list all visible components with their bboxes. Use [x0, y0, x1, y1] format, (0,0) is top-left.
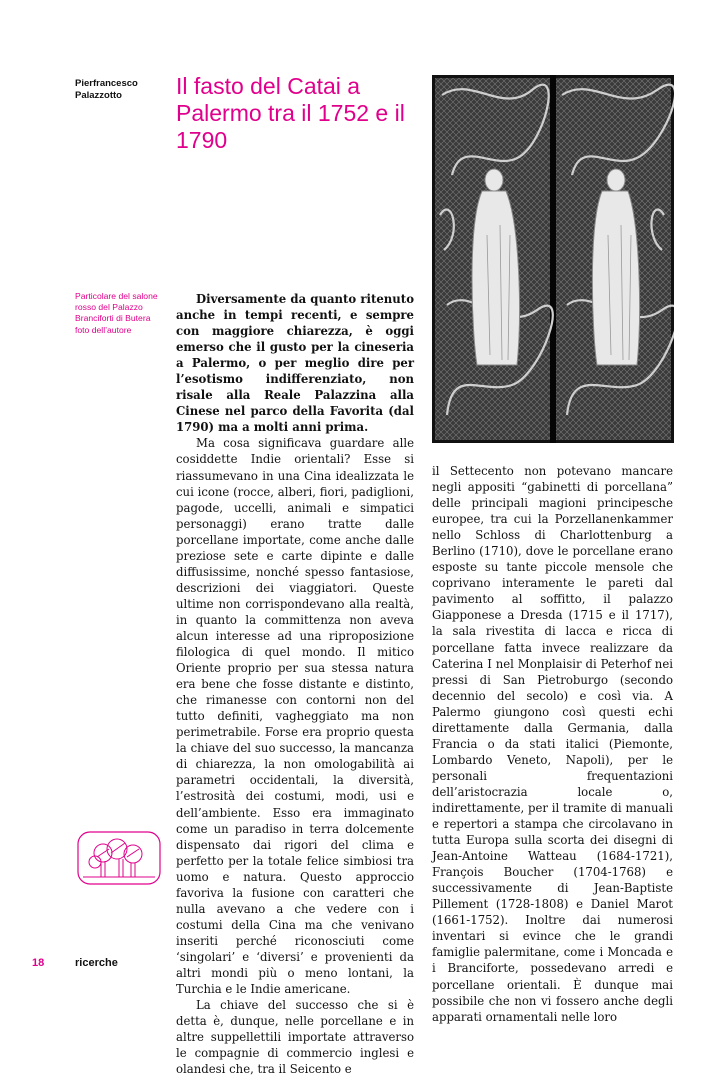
body-paragraph: Ma cosa significava guardare alle cosiddette Indie orientali? Esse si riassumevano in una Cina idealizzata le cui icone (rocce, alberi, fiori, padiglioni, pagode, uccelli, animali e simpatici personaggi) erano tratte dalle porcellane importate, come anche dalle preziose sete e carte dipinte e dalle diffusissime, nonché spesso fantasiose, descrizioni dei viaggiatori. Queste ultime non corrispondevano alla realtà, in quanto la committenza non aveva alcun interesse ad una riproposizione filologica di quel mondo. Il mitico Oriente proprio per sua stessa natura era bene che fosse distante e distinto, che rimanesse con contorni non del tutto definiti, vagheggiato ma non perimetrabile. Forse era proprio questa la chiave del suo successo, la mancanza di chiarezza, la non omologabilità ai parametri occidentali, la diversità, l’estrosità dei costumi, modi, usi e dell’ambiente. Esso era immaginato come un paradiso in terra dolcemente dispensato dai rigori del clima e perfetto per la totale felice simbiosi tra uomo e natura. Questo approccio favoriva la fusione con caratteri che nulla avevano a che vedere con i costumi della Cina ma che venivano inseriti perché riconosciuti come ‘singolari’ e ‘diversi’ e provenienti da altri mondi più o meno lontani, la Turchia e le Indie americane. — [176, 436, 414, 997]
lead-paragraph: Diversamente da quanto ritenuto anche in tempi recenti, e sempre con maggiore chiarezza, è oggi emerso che il gusto per la cineseria a Palermo, o per meglio dire per l’esotismo indifferenziato, non risale alla Reale Palazzina alla Cinese nel parco della Favorita (dal 1790) ma a molti anni prima. — [176, 292, 414, 435]
text-column-left — [176, 291, 414, 1077]
photo-caption: Particolare del salone rosso del Palazzo Branciforti di Butera foto dell’autore — [75, 291, 158, 335]
lacquer-panel-photo — [432, 75, 674, 443]
article-title: Il fasto del Catai a Palermo tra il 1752 e il 1790 — [176, 73, 405, 153]
section-name: ricerche — [75, 957, 118, 969]
body-paragraph: La chiave del successo che si è detta è, dunque, nelle porcellane e in altre suppellettili importate attraverso le compagnie di commercio inglesi e olandesi che, tra il Seicento e — [176, 998, 414, 1077]
trees-doodle-icon — [75, 829, 163, 887]
body-paragraph: il Settecento non potevano mancare negli appositi “gabinetti di porcellana” delle principali magioni principesche europee, tra cui la Porzellanenkammer nello Schloss di Charlottenburg a Berlino (1710), dove le porcellane erano esposte su tante piccole mensole che coprivano interamente le pareti dal pavimento al soffitto, il palazzo Giapponese a Dresda (1715 e il 1717), la sala rivestita di lacca e ricca di porcellane fatta invece realizzare da Caterina I nel Monplaisir di Peterhof nei pressi di San Pietroburgo (secondo decennio del secolo) e così via. A Palermo giungono così questi echi direttamente dalla Germania, dalla Francia o da stati italici (Piemonte, Lombardo Veneto, Napoli), per le personali frequentazioni dell’aristocrazia locale o, indirettamente, per il tramite di manuali e repertori a stampa che circolavano in tutta Europa sulla scorta dei disegni di Jean-Antoine Watteau (1684-1721), François Boucher (1704-1768) e successivamente di Jean-Baptiste Pillement (1728-1808) e Daniel Marot (1661-1752). Inoltre dai numerosi inventari si evince che le grandi famiglie palermitane, come i Moncada e i Branciforte, possedevano arredi e porcellane orientali. È dunque mai possibile che non vi fossero anche degli apparati ornamentali nelle loro — [432, 464, 673, 1024]
text-column-right — [432, 463, 673, 1025]
page-number: 18 — [32, 957, 45, 969]
author-name: Pierfrancesco Palazzotto — [75, 78, 138, 101]
